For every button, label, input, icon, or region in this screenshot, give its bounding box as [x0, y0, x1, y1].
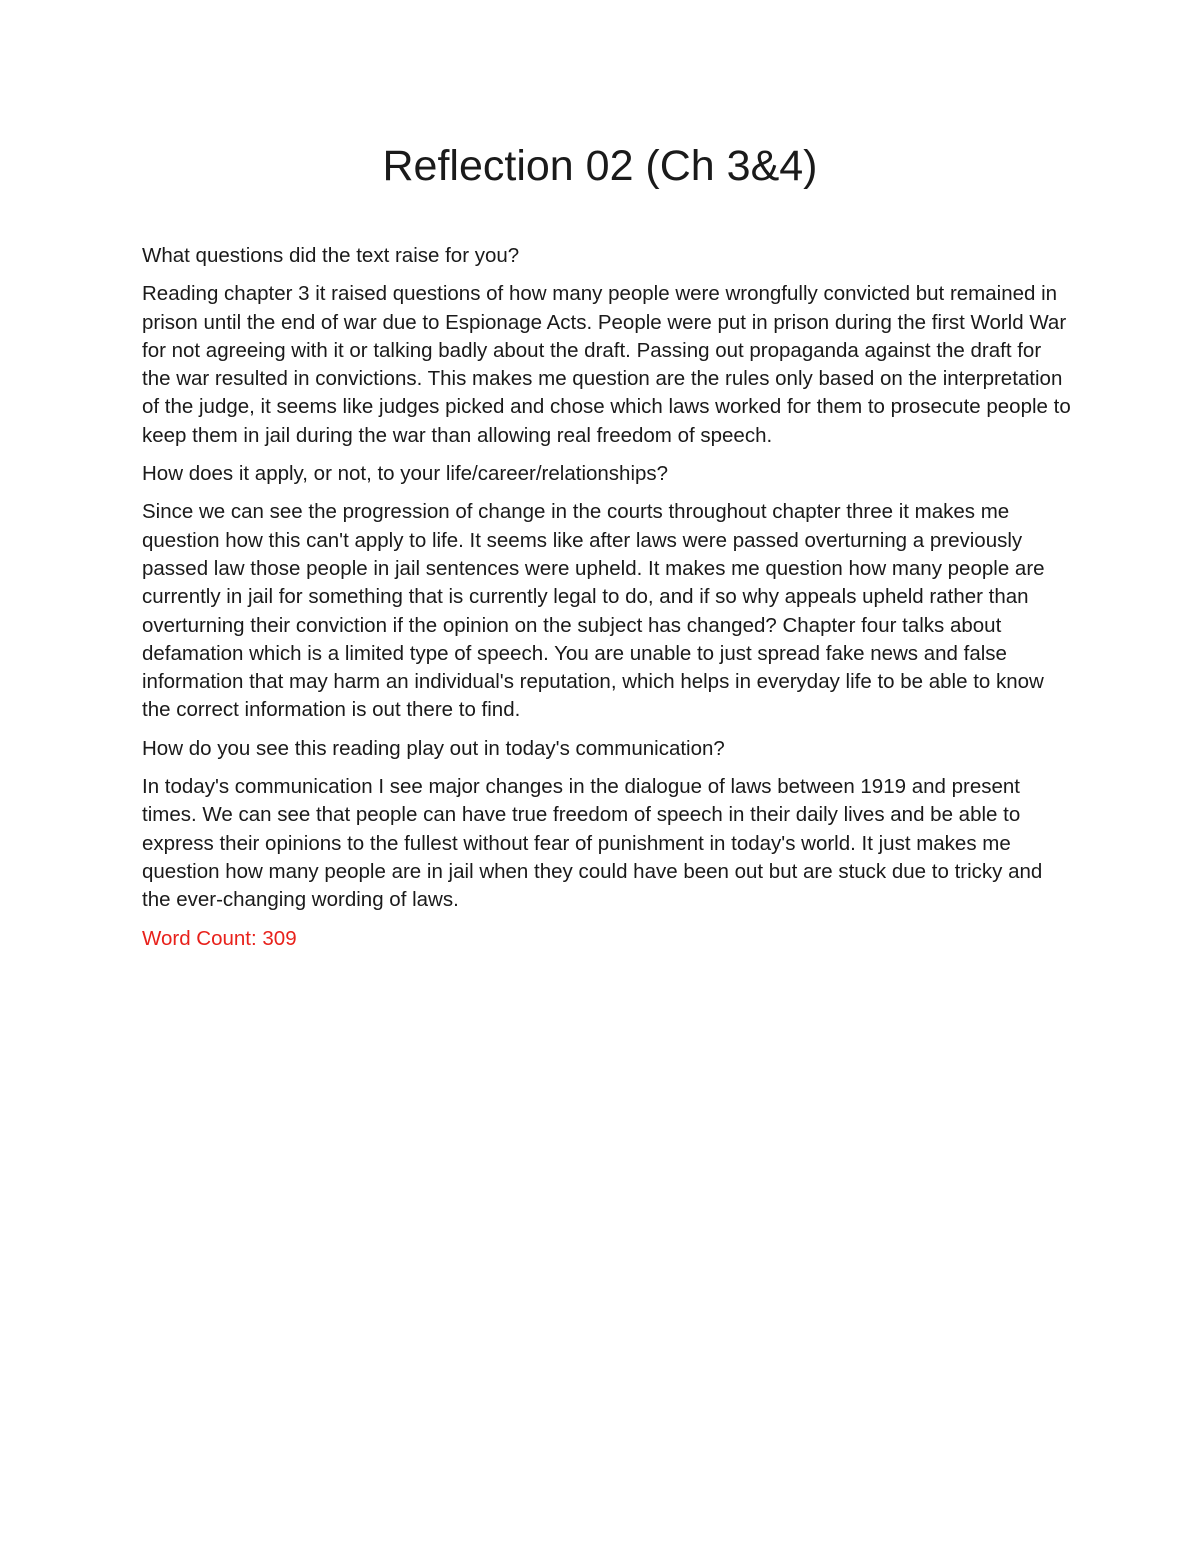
- answer-1: Reading chapter 3 it raised questions of how many people were wrongfully convicted but remained in prison until the end of war due to Espionage Acts. People were put in prison during the first World War for not agreeing with it or talking badly about the draft. Passing out propaganda against the draft for the war resulted in convictions. This makes me question are the rules only based on the interpretation of the judge, it seems like judges picked and chose which laws worked for them to prosecute people to keep them in jail during the war than allowing real freedom of speech.: [142, 282, 1071, 447]
- document-title: Reflection 02 (Ch 3&4): [382, 142, 818, 190]
- answer-2: Since we can see the progression of change in the courts throughout chapter three it makes me question how this can't apply to life. It seems like after laws were passed overturning a previously passed law those people in jail sentences were upheld. It makes me question how many people are currently in jail for something that is currently legal to do, and if so why appeals upheld rather than overturning their conviction if the opinion on the subject has changed? Chapter four talks about defamation which is a limited type of speech. You are unable to just spread fake news and false information that may harm an individual's reputation, which helps in everyday life to be able to know the correct information is out there to find.: [142, 500, 1045, 722]
- document-body: [142, 242, 1072, 963]
- question-3: How do you see this reading play out in today's communication?: [142, 736, 725, 760]
- question-1: What questions did the text raise for you?: [142, 244, 520, 267]
- word-count: Word Count: 309: [142, 926, 297, 950]
- answer-3: In today's communication I see major changes in the dialogue of laws between 1919 and present times. We can see that people can have true freedom of speech in their daily lives and be able to express their opinions to the fullest without fear of punishment in today's world. It just makes me question how many people are in jail when they could have been out but are stuck due to tricky and the ever-changing wording of laws.: [142, 775, 1043, 912]
- question-2: How does it apply, or not, to your life/career/relationships?: [142, 462, 669, 486]
